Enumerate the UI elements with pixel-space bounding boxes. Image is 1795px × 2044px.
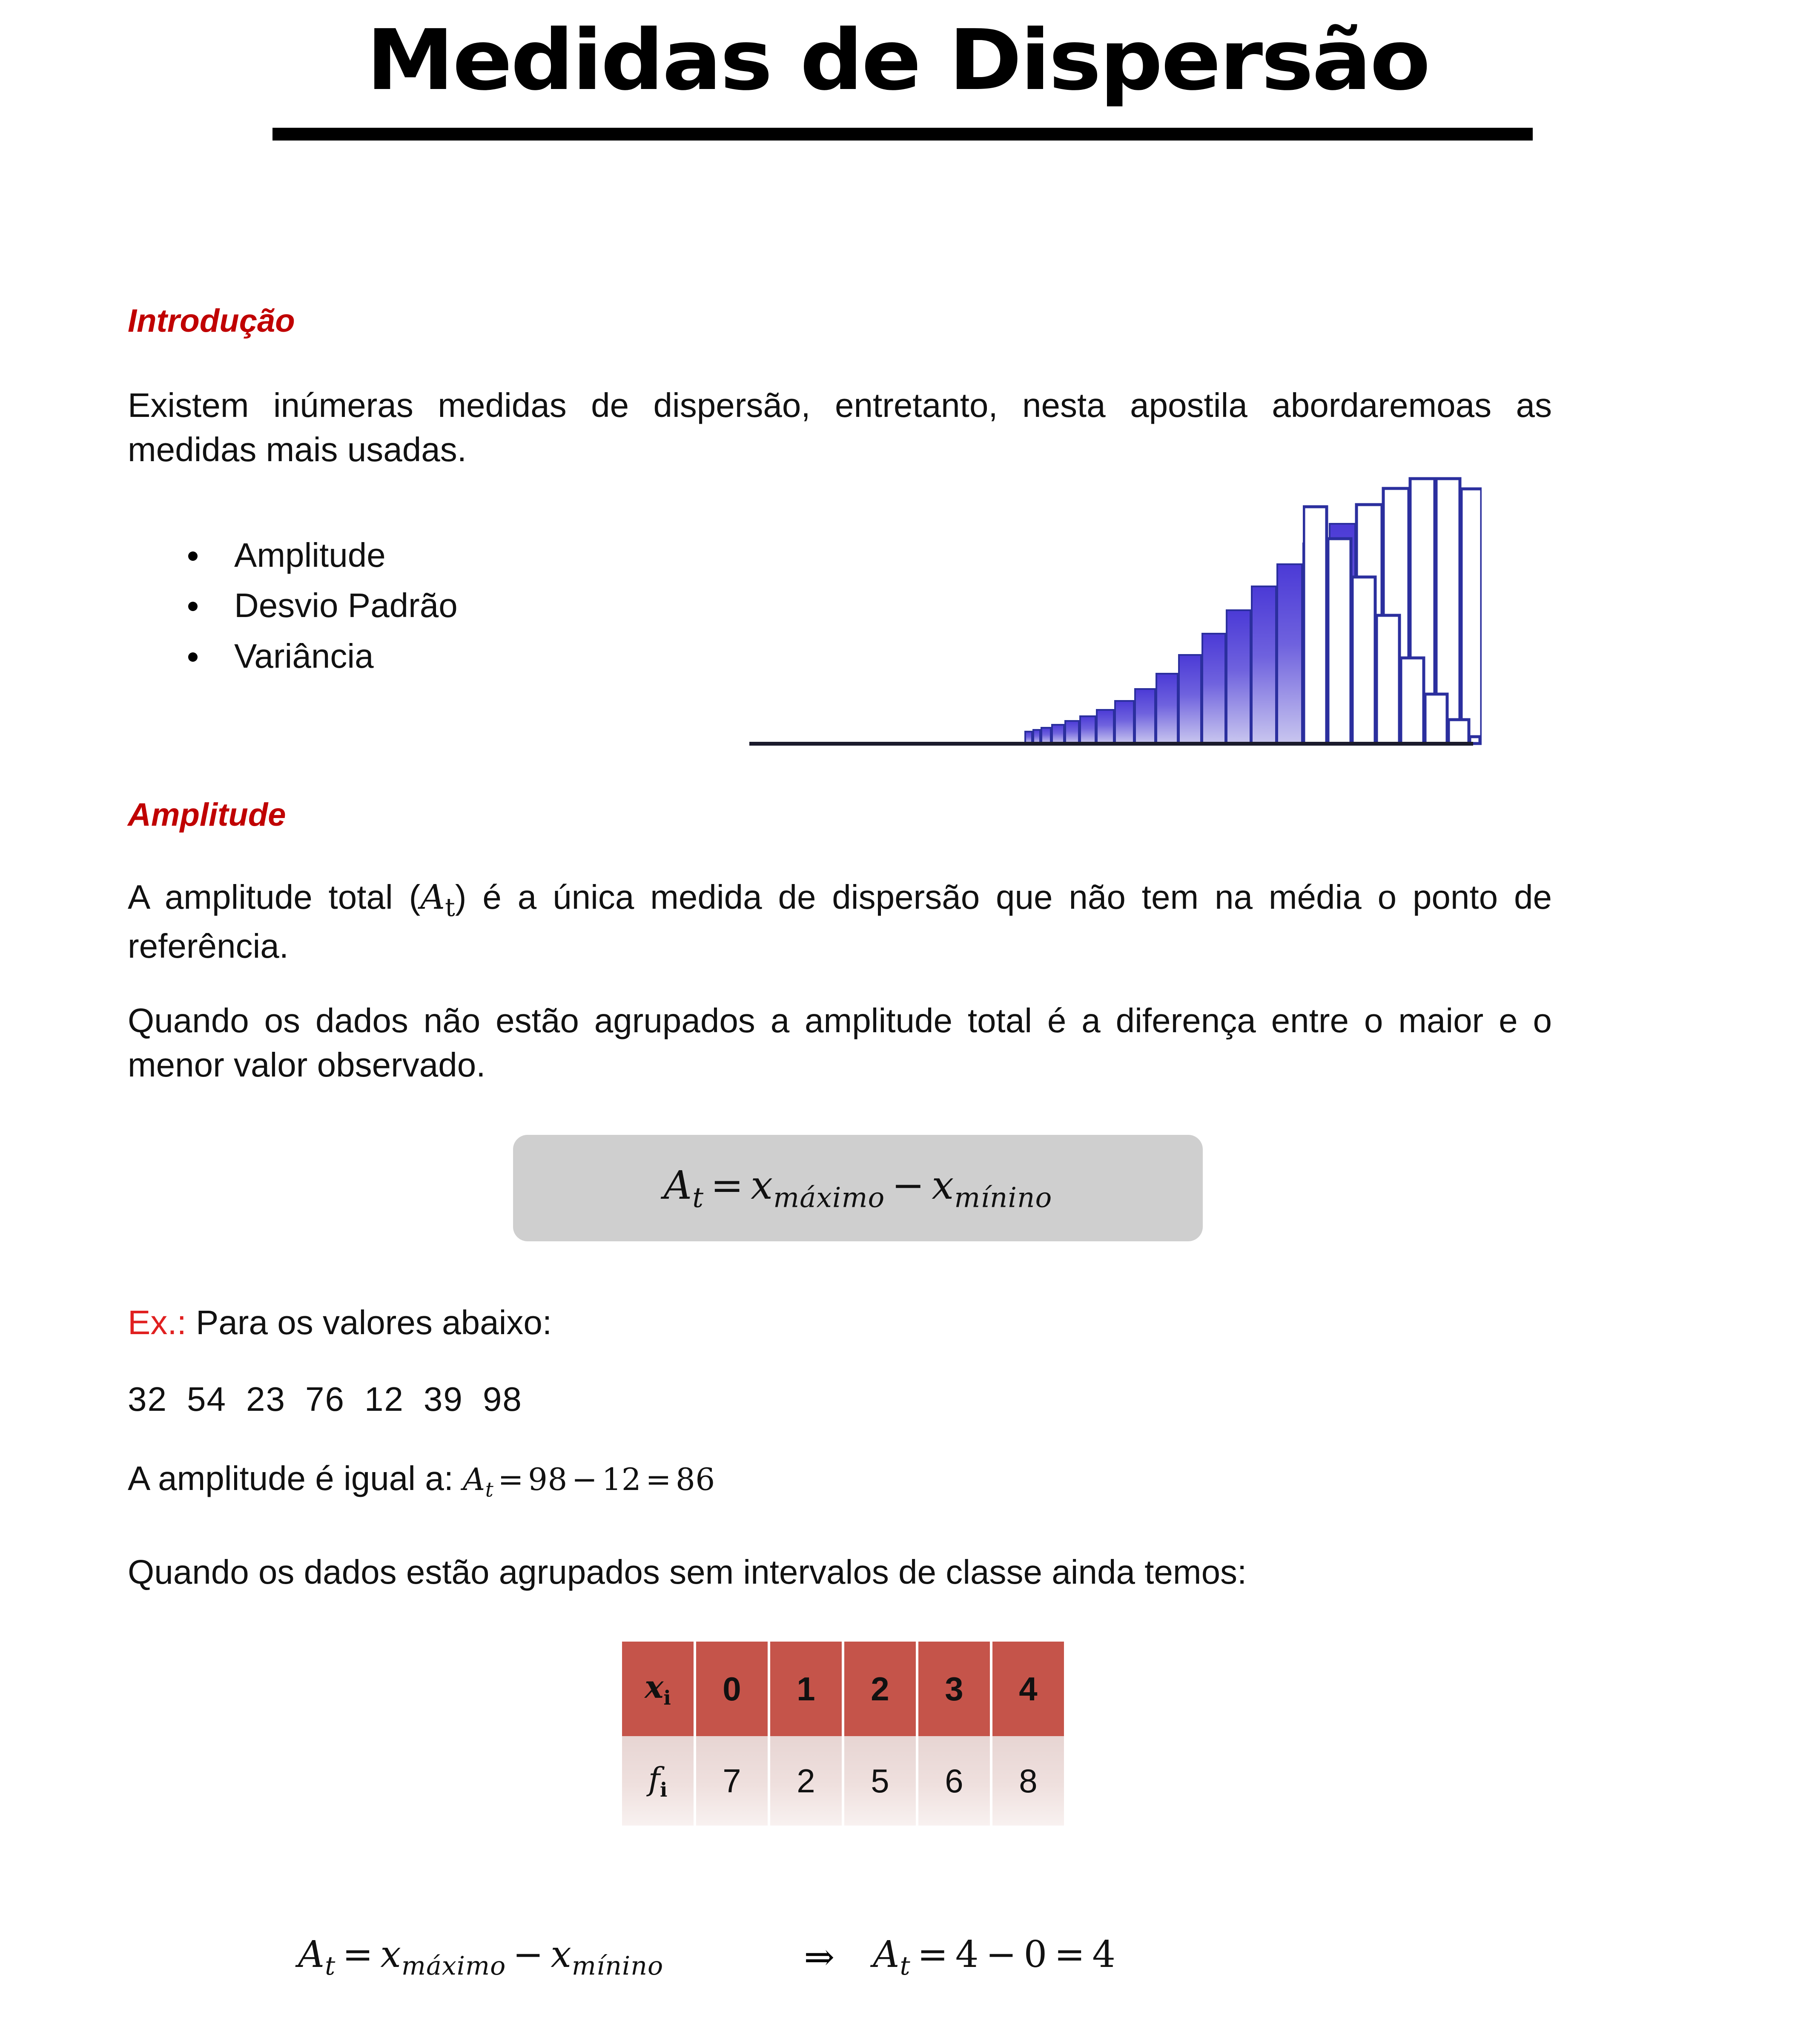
amplitude-formula-box <box>513 1135 1203 1241</box>
histogram-right-tail-svg <box>1303 464 1482 758</box>
amplitude-inline-sub-t: t <box>445 893 455 922</box>
example-values-line <box>128 1380 542 1419</box>
section-heading-introducao: Introdução <box>128 303 295 339</box>
histogram-outlined-bars-tail <box>1304 507 1480 744</box>
bottom-right-var: A <box>873 1933 900 1976</box>
amplitude-formula <box>664 1163 1052 1214</box>
bottom-right-value: 4 <box>1092 1933 1116 1976</box>
example-text: Para os valores abaixo: <box>196 1303 552 1341</box>
table-cell: 6 <box>918 1736 990 1826</box>
implies-arrow: ⇒ <box>804 1936 835 1979</box>
bottom-formula-right <box>834 1933 1116 1981</box>
table-header-label-var: x <box>645 1668 664 1705</box>
formula-equals: = <box>711 1162 744 1208</box>
table-cell: 4 <box>992 1642 1064 1736</box>
amplitude-paragraph-1-pre: A amplitude total ( <box>128 878 421 916</box>
result-equals: = <box>498 1461 524 1497</box>
example-value: 12 <box>364 1380 404 1418</box>
result-minus: − <box>571 1461 598 1497</box>
bottom-minus: − <box>513 1933 544 1976</box>
example-value: 54 <box>186 1380 227 1418</box>
bottom-right-minus: − <box>986 1933 1017 1976</box>
example-result-line <box>128 1456 1552 1503</box>
intro-paragraph: Existem inúmeras medidas de dispersão, entretanto, nesta apostila abordaremoas as medidas mais usadas. <box>128 386 1552 468</box>
table-cell: 2 <box>770 1736 842 1826</box>
result-equals-2: = <box>645 1461 672 1497</box>
bottom-right-equals: = <box>917 1933 949 1976</box>
example-value: 76 <box>305 1380 345 1418</box>
result-value: 86 <box>676 1461 715 1497</box>
histogram-axis-line <box>749 742 1473 746</box>
bottom-term2-sub: mínino <box>571 1951 664 1981</box>
table-data-label-var: f <box>648 1760 660 1797</box>
table-cell: 8 <box>992 1736 1064 1826</box>
example-value: 32 <box>128 1380 167 1418</box>
bottom-left-var: A <box>298 1933 325 1976</box>
list-item: Amplitude <box>170 530 852 580</box>
example-result-math <box>463 1461 715 1502</box>
table-cell: 3 <box>918 1642 990 1736</box>
example-label: Ex.: <box>128 1303 186 1341</box>
formula-term1-sub: máximo <box>773 1182 885 1214</box>
bottom-formula-row <box>298 1933 1533 1981</box>
bottom-right-equals-2: = <box>1054 1933 1086 1976</box>
frequency-table <box>619 1642 1067 1826</box>
bottom-formula-left <box>298 1933 663 1981</box>
table-header-label <box>622 1642 694 1736</box>
table-row-data <box>622 1736 1064 1826</box>
result-var: A <box>463 1461 485 1497</box>
formula-lhs-sub: t <box>692 1182 704 1214</box>
example-intro-line <box>128 1303 552 1342</box>
table-cell: 5 <box>844 1736 916 1826</box>
bottom-term1-var: x <box>380 1933 401 1976</box>
list-item: Desvio Padrão <box>170 580 852 631</box>
table-cell: 2 <box>844 1642 916 1736</box>
bottom-right-sub: t <box>900 1951 911 1981</box>
example-result-text: A amplitude é igual a: <box>128 1459 453 1497</box>
formula-minus: − <box>892 1162 925 1208</box>
bottom-term1-sub: máximo <box>401 1951 506 1981</box>
bottom-right-max: 4 <box>955 1933 979 1976</box>
table-row-header <box>622 1642 1064 1736</box>
table-data-label <box>622 1736 694 1826</box>
bottom-left-sub: t <box>325 1951 336 1981</box>
table-cell: 1 <box>770 1642 842 1736</box>
amplitude-inline-var-A: A <box>420 877 445 917</box>
amplitude-paragraph-1-post: ) é a única medida de dispersão que não tem na média o ponto de referência. <box>128 878 1552 965</box>
formula-term2-sub: mínino <box>954 1182 1052 1214</box>
grouped-data-text: Quando os dados estão agrupados sem intervalos de classe ainda temos: <box>128 1553 1247 1591</box>
table-data-label-index: i <box>660 1778 668 1801</box>
title-underline-rule <box>272 128 1533 141</box>
amplitude-paragraph-1 <box>128 875 1552 968</box>
bottom-left-equals: = <box>342 1933 374 1976</box>
result-sub: t <box>485 1478 494 1502</box>
example-value: 23 <box>246 1380 286 1418</box>
title-block <box>0 0 1795 153</box>
result-max: 98 <box>528 1461 568 1497</box>
table-cell: 7 <box>696 1736 768 1826</box>
histogram-right-tail <box>1303 464 1482 758</box>
section-heading-amplitude: Amplitude <box>128 797 286 833</box>
example-value: 39 <box>423 1380 463 1418</box>
bottom-right-min: 0 <box>1024 1933 1048 1976</box>
formula-term2-var: x <box>932 1162 955 1208</box>
example-value: 98 <box>482 1380 522 1418</box>
result-min: 12 <box>602 1461 642 1497</box>
bottom-term2-var: x <box>551 1933 572 1976</box>
list-item: Variância <box>170 631 852 681</box>
table-header-label-index: i <box>663 1686 671 1709</box>
page-title: Medidas de Dispersão <box>366 12 1429 109</box>
amplitude-paragraph-2: Quando os dados não estão agrupados a amplitude total é a diferença entre o maior e o menor valor observado. <box>128 1002 1552 1084</box>
formula-lhs-var: A <box>663 1162 693 1208</box>
formula-term1-var: x <box>751 1162 774 1208</box>
table-cell: 0 <box>696 1642 768 1736</box>
